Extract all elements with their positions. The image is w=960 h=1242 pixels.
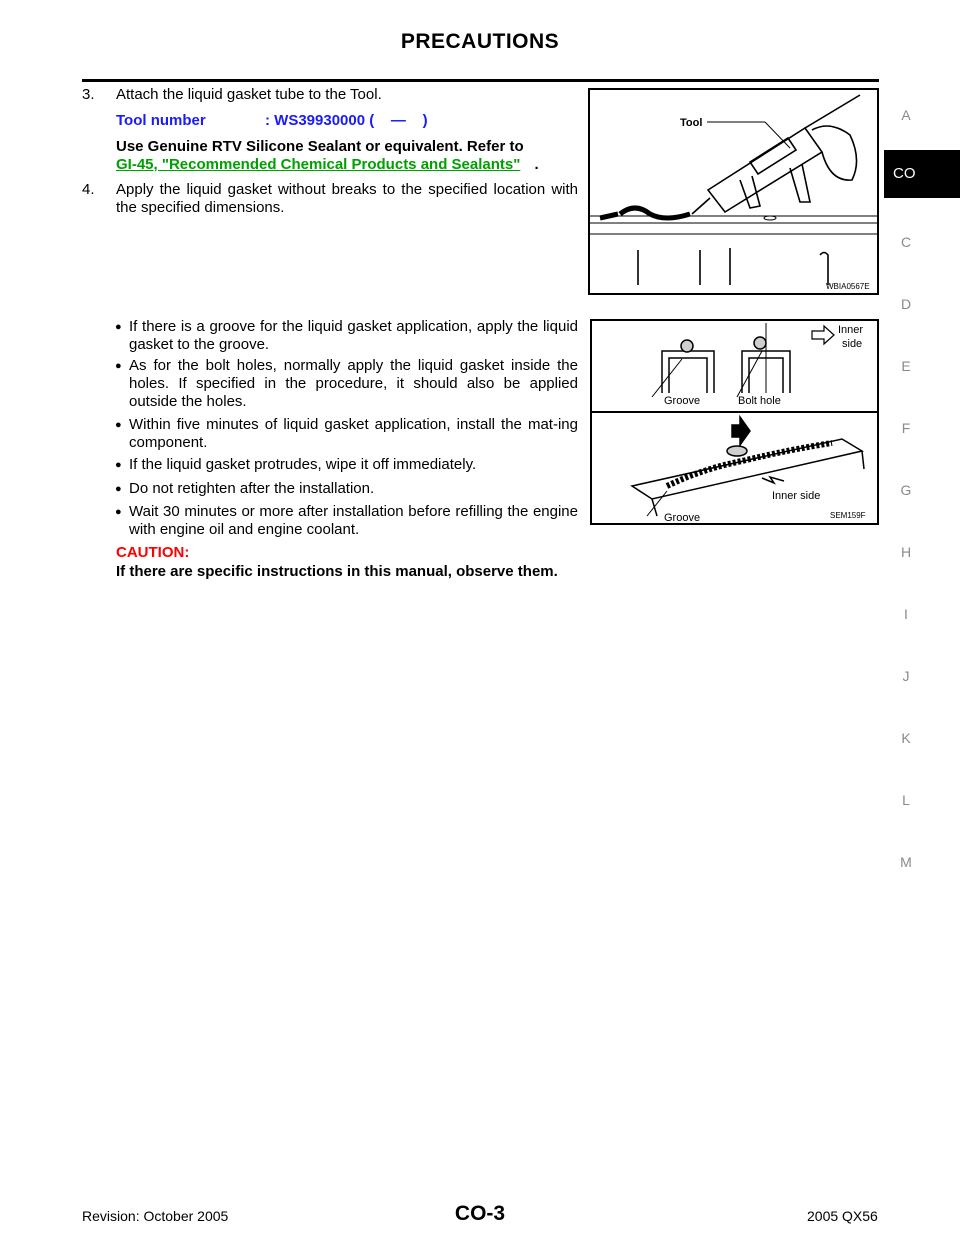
bullet-no-retighten: ● Do not retighten after the installation.	[115, 480, 375, 497]
tool-number-value: : WS39930000 ( — )	[265, 112, 428, 129]
section-index-j[interactable]: J	[902, 668, 910, 684]
tool-callout-label: Tool	[680, 117, 703, 129]
sealant-reference-link[interactable]: GI-45, "Recommended Chemical Products and Sealants"	[116, 156, 521, 173]
caution-label: CAUTION:	[116, 544, 190, 561]
groove-label-bottom: Groove	[664, 512, 701, 523]
footer-model: 2005 QX56	[807, 1208, 878, 1224]
section-index-d[interactable]: D	[900, 296, 912, 312]
sealant-reference-period: .	[534, 156, 539, 173]
gasket-tool-illustration	[590, 90, 877, 293]
step-4-number: 4.	[82, 181, 95, 198]
bullet-groove: ● If there is a groove for the liquid gasket application, apply the liquid gasket to the groove.	[115, 318, 578, 353]
groove-bolt-hole-illustration	[592, 321, 877, 523]
section-index-e[interactable]: E	[901, 358, 911, 374]
bullet-dot-icon: ●	[115, 483, 122, 495]
caution-text: If there are specific instructions in this manual, observe them.	[116, 563, 558, 580]
bolt-hole-label: Bolt hole	[738, 395, 781, 407]
bullet-dot-icon: ●	[115, 459, 122, 471]
figure-groove-bolt-hole	[590, 319, 879, 525]
sealant-instruction: Use Genuine RTV Silicone Sealant or equivalent. Refer to	[116, 138, 524, 155]
bullet-wait-30: ● Wait 30 minutes or more after installation before refilling the engine with engine oil and engine coolant.	[115, 503, 578, 538]
footer-page-code: CO-3	[454, 1202, 506, 1225]
figure-code-wbia0567e: WBIA0567E	[826, 282, 870, 291]
bullet-dot-icon: ●	[115, 321, 122, 333]
bullet-dot-icon: ●	[115, 360, 122, 372]
section-index-a[interactable]: A	[901, 107, 911, 123]
section-index-g[interactable]: G	[900, 482, 912, 498]
inner-side-label-bottom: Inner side	[772, 490, 821, 502]
groove-label-top: Groove	[664, 395, 701, 407]
section-index-k[interactable]: K	[901, 730, 911, 746]
sealant-reference	[116, 156, 586, 174]
step-3-text: Attach the liquid gasket tube to the Tool.	[116, 86, 382, 103]
inner-side-label-top-line2: side	[842, 338, 863, 350]
bullet-bolt-holes: ● As for the bolt holes, normally apply the liquid gasket inside the holes. If specified in the procedure, it should also be applied outside the holes.	[115, 357, 578, 410]
header-rule	[82, 79, 879, 82]
inner-side-label-top-line1: Inner	[838, 324, 864, 336]
bullet-protrudes: ● If the liquid gasket protrudes, wipe it off immediately.	[115, 456, 477, 473]
bullet-dot-icon: ●	[115, 506, 122, 518]
figure-code-sem159f: SEM159F	[830, 511, 866, 520]
section-index-f[interactable]: F	[901, 420, 911, 436]
step-4-text: Apply the liquid gasket without breaks to the specified location with the specified dimensions.	[116, 181, 578, 216]
section-index-l[interactable]: L	[902, 792, 910, 808]
section-index-h[interactable]: H	[900, 544, 912, 560]
section-index-co-tab[interactable]: CO	[884, 150, 960, 198]
bullet-five-minutes: ● Within five minutes of liquid gasket application, install the mat-ing component.	[115, 416, 578, 451]
section-index-m[interactable]: M	[900, 854, 912, 870]
bullet-dot-icon: ●	[115, 419, 122, 431]
figure-liquid-gasket-tool	[588, 88, 879, 295]
page-title: PRECAUTIONS	[400, 30, 560, 53]
section-index	[884, 0, 960, 1242]
section-index-i[interactable]: I	[904, 606, 908, 622]
step-3-number: 3.	[82, 86, 95, 103]
tool-number-label: Tool number	[116, 112, 206, 129]
section-index-c[interactable]: C	[900, 234, 912, 250]
footer-revision: Revision: October 2005	[82, 1208, 229, 1224]
